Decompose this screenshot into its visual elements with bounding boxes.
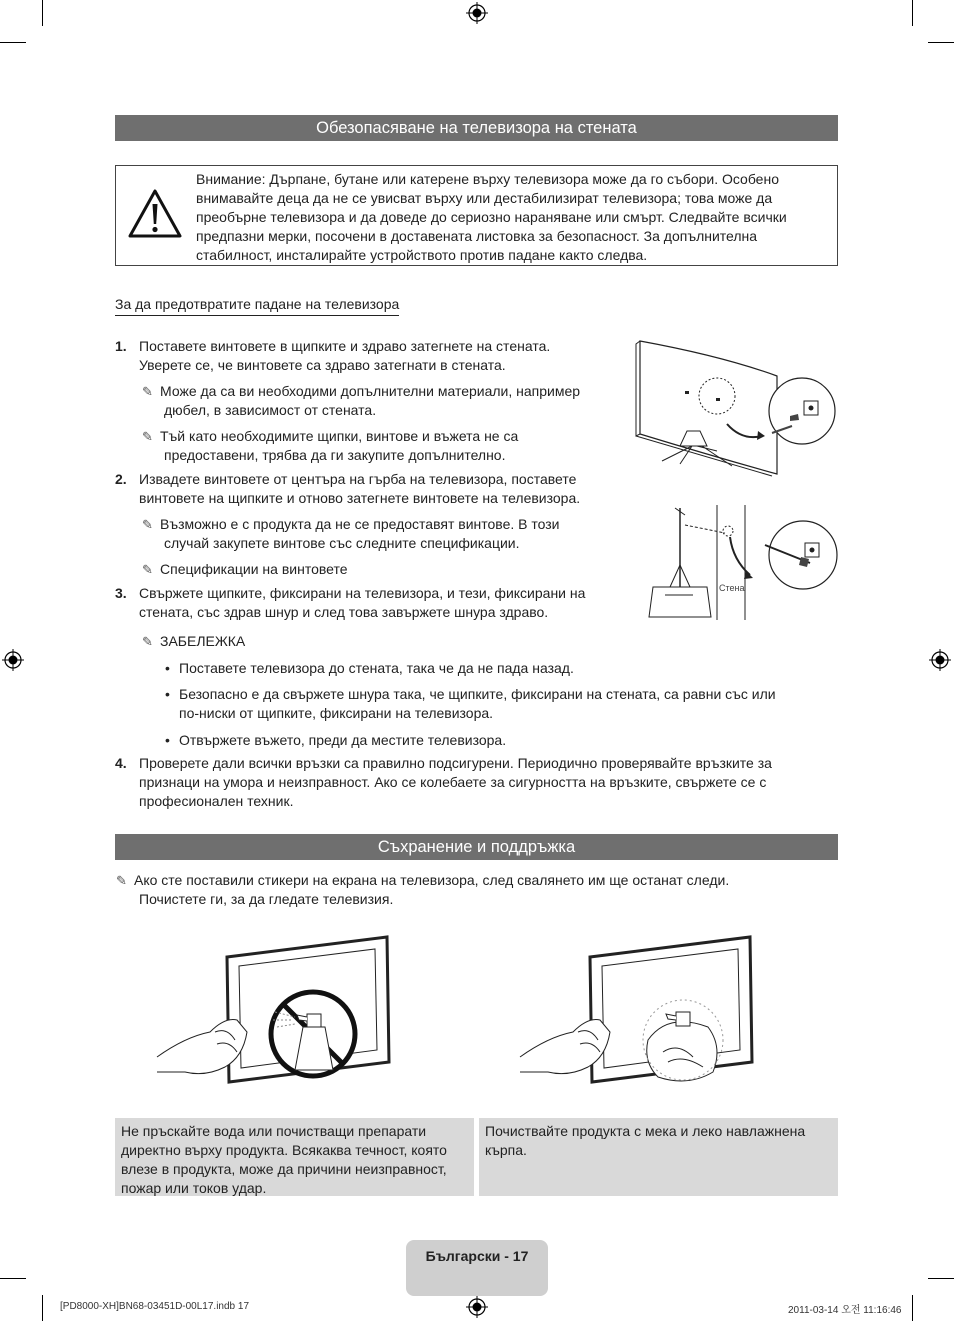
step-number: 1. [115,338,127,354]
bullet-item: • Поставете телевизора до стената, така че да не пада назад. [165,660,574,676]
crop-mark [0,42,26,43]
note-item [142,427,518,465]
bullet-item: • Безопасно е да свържете шнура така, че щипките, фиксирани на стената, са равни със или по-ниски от щипките, фиксирани на телевизора. [165,686,776,721]
note-line: предоставени, трябва да ги закупите допълнително. [164,447,506,463]
note-item [116,871,729,909]
step-number: 2. [115,471,127,487]
note-item [142,560,348,579]
registration-mark-icon [466,2,488,24]
note-pencil-icon: ✎ [142,429,153,444]
step-line: стената, със здрав шнур и след това завържете шнура здраво. [139,604,549,620]
crop-mark [912,0,913,26]
note-pencil-icon: ✎ [142,384,153,399]
step-line: Поставете винтовете в щипките и здраво затегнете на стената. [139,338,551,354]
step-line: Извадете винтовете от центъра на гърба на телевизора, поставете [139,471,577,487]
section-title: Обезопасяване на телевизора на стената [115,115,838,141]
soft-cloth-illustration [518,932,758,1107]
note-pencil-icon: ✎ [142,562,153,577]
crop-mark [42,1295,43,1321]
note-pencil-icon: ✎ [142,634,153,649]
page-label: Български - 17 [425,1248,529,1264]
crop-mark [928,42,954,43]
note-pencil-icon: ✎ [142,517,153,532]
step-line: винтовете на щипките и отново затегнете винтовете на телевизора. [139,490,581,506]
step-line: Проверете дали всички връзки са правилно подсигурени. Периодично проверявайте връзките за [139,755,772,771]
note-line: Спецификации на винтовете [160,561,348,577]
bullet-item: • Отвържете въжето, преди да местите телевизора. [165,732,507,748]
warning-body: : Дърпане, бутане или катерене върху телевизора може да го събори. Особено внимавайте деца да не се увисват върху или дестабилизират телевизора; това може да преобърне телевизора и да доведе до сериозно нараняване или смърт. Следвайте всички предпазни мерки, посочени в доставената листовка за безопасност. За допълнителна стабилност, инсталирайте устройството против падане както следва. [196,171,787,263]
note-line: Почистете ги, за да гледате телевизия. [139,891,394,907]
bullet-line: Безопасно е да свържете шнура така, че щипките, фиксирани на стената, са равни със или [179,686,776,702]
registration-mark-icon [929,649,951,671]
step-text [139,470,580,508]
step-line: професионален техник. [139,793,294,809]
note-heading [142,632,245,651]
warning-label: Внимание [196,171,262,187]
no-spray-illustration [155,932,395,1107]
note-line: Тъй като необходимите щипки, винтове и въжета не са [160,428,519,444]
step-number: 4. [115,755,127,771]
warning-box [115,165,838,266]
page-number-tab [406,1240,548,1296]
note-heading-label: ЗАБЕЛЕЖКА [160,633,246,649]
step-line: Уверете се, че винтовете са здраво затегнати в стената. [139,357,506,373]
note-line: Възможно е с продукта да не се предоставят винтове. В този [160,516,560,532]
note-line: Може да са ви необходими допълнителни материали, например [160,383,581,399]
wall-label: Стена [719,583,745,593]
crop-mark [912,1295,913,1321]
step-text [139,584,585,622]
note-pencil-icon: ✎ [116,873,127,888]
caption-do: Почиствайте продукта с мека и леко навлажнена кърпа. [479,1118,838,1196]
note-item [142,382,580,420]
bullet-line: Поставете телевизора до стената, така че да не пада назад. [179,660,574,676]
note-line: Ако сте поставили стикери на екрана на телевизора, след свалянето им ще останат следи. [134,872,730,888]
crop-mark [0,1278,26,1279]
bullet-line: по-ниски от щипките, фиксирани на телевизора. [179,705,494,721]
warning-text [196,170,831,265]
section-title: Съхранение и поддръжка [115,834,838,860]
warning-triangle-icon [127,188,183,240]
tv-wall-cord-figure [645,505,845,623]
note-line: дюбел, в зависимост от стената. [164,402,377,418]
tv-rear-clip-figure [632,336,842,486]
subheading: За да предотвратите падане на телевизора [115,296,399,316]
step-text [139,754,772,811]
caption-dont: Не пръскайте вода или почистващи препарати директно върху продукта. Всякаква течност, която влезе в продукта, може да причини неизправност, пожар или токов удар. [115,1118,474,1196]
step-number: 3. [115,585,127,601]
note-line: случай закупете винтове със следните спецификации. [164,535,520,551]
registration-mark-icon [466,1296,488,1318]
step-line: Свържете щипките, фиксирани на телевизора, и тези, фиксирани на [139,585,586,601]
print-slug-right: 2011-03-14 오전 11:16:46 [788,1305,902,1316]
bullet-line: Отвържете въжето, преди да местите телевизора. [179,732,507,748]
step-text [139,337,550,375]
registration-mark-icon [2,649,24,671]
crop-mark [42,0,43,26]
step-line: признаци на умора и неизправност. Ако се колебаете за сигурността на връзките, свържете се с [139,774,767,790]
print-slug-left: [PD8000-XH]BN68-03451D-00L17.indb 17 [60,1301,250,1312]
note-item [142,515,560,553]
crop-mark [928,1278,954,1279]
